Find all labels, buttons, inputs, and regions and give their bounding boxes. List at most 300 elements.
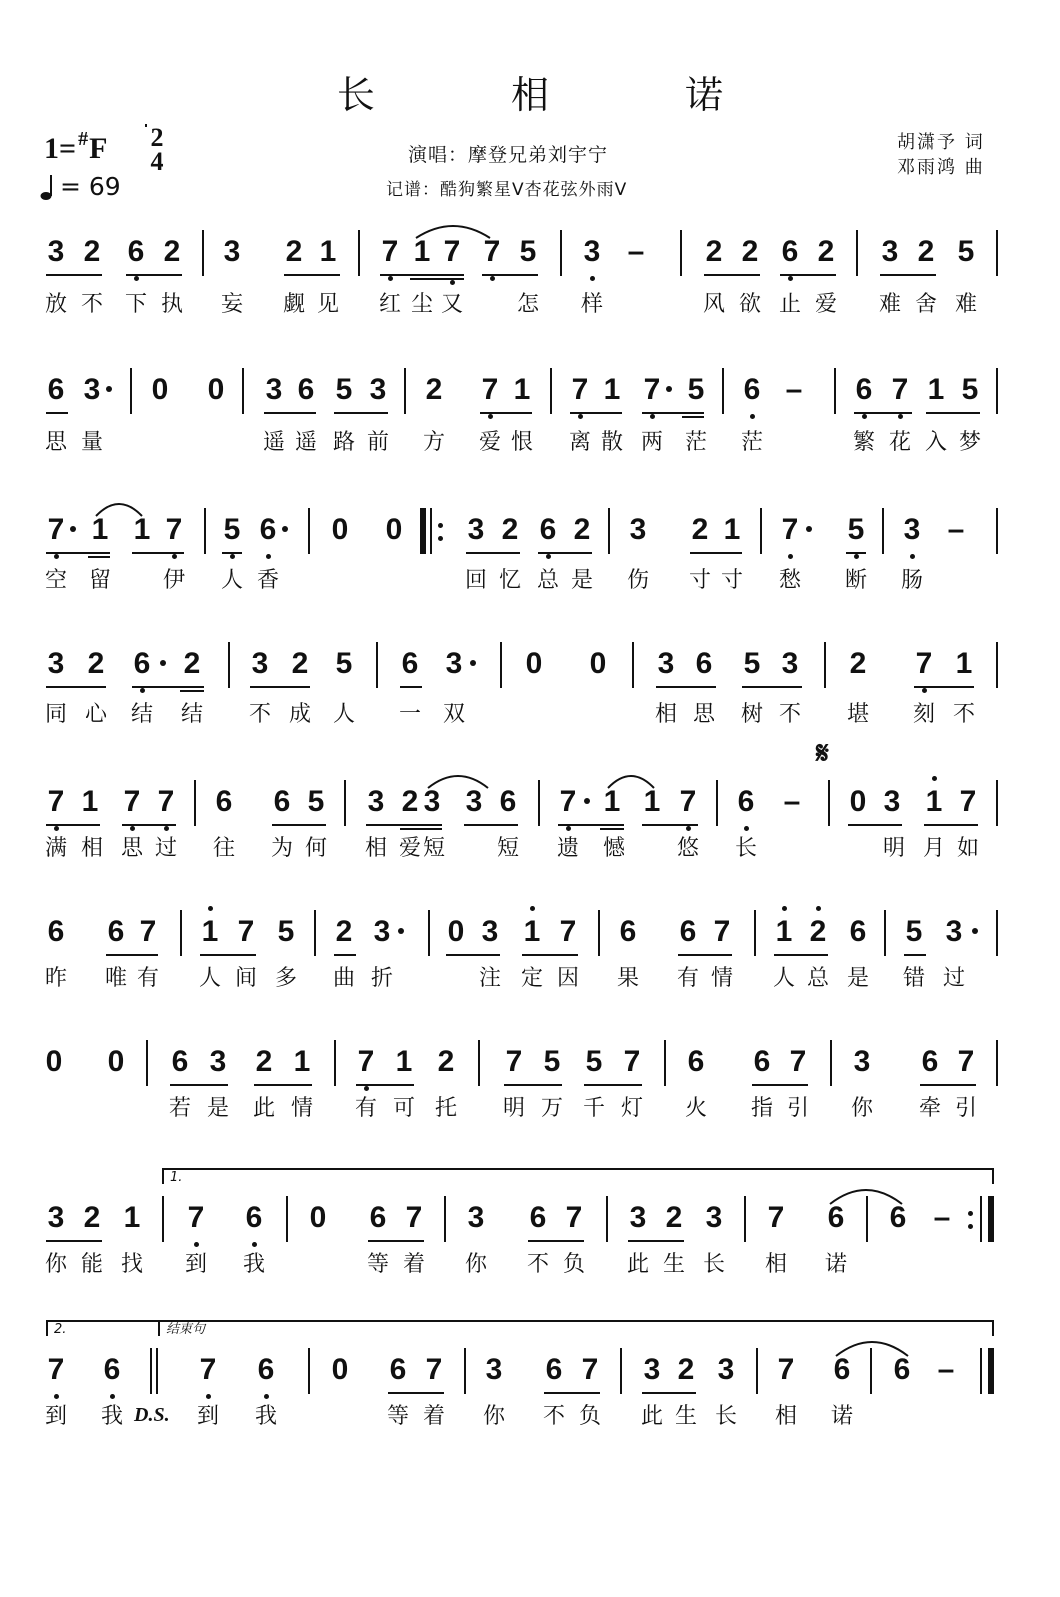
lyric: 尘 [410,292,433,317]
beam [254,1084,312,1086]
note: 2 [849,647,867,680]
note: 1 [413,235,431,268]
beam [126,274,182,276]
key-note: F [89,132,108,165]
lyric: 样 [580,292,603,317]
note: 2 [437,1045,455,1078]
barline [150,1348,152,1394]
lyric: 到 [44,1404,67,1429]
note: 6 [47,915,65,948]
barline [680,230,682,276]
note: 2 [917,235,935,268]
augmentation-dot [470,660,476,666]
lyric: 遥 [294,430,317,455]
note: 7 [568,370,592,410]
note: 7 [912,644,936,684]
beam [284,274,340,276]
note: 1 [772,912,796,952]
note: 3 [423,785,441,818]
lyric: 着 [402,1252,425,1277]
note: 2 [691,513,709,546]
key-prefix: 1= [44,132,77,165]
dash: – [947,513,965,546]
note: 6 [273,785,291,818]
lyric: 肠 [900,568,923,593]
note: 1 [198,912,222,952]
lyric: 昨 [44,966,67,991]
lyric: 心 [84,702,107,727]
note: 3 [900,510,924,550]
barline [538,780,540,826]
lyric: 有 [354,1096,377,1121]
lyric: 断 [844,568,867,593]
note: 3 [945,915,963,948]
beam [264,412,316,414]
lyric: 人 [220,568,243,593]
note: 5 [585,1045,603,1078]
beam [46,824,100,826]
lyric: 你 [482,1404,505,1429]
note: 0 [45,1045,63,1078]
beam [200,954,256,956]
lyric: 此 [640,1404,663,1429]
augmentation-dot [282,526,288,532]
note: 6 [852,370,876,410]
barline [856,230,858,276]
note: 7 [44,782,68,822]
note: 5 [335,373,353,406]
beam [774,954,828,956]
note: 2 [83,1201,101,1234]
barline [286,1196,288,1242]
note: 6 [107,915,125,948]
beam [400,828,442,830]
lyric: 爱 [478,430,501,455]
beam [106,954,158,956]
lyric: 不 [80,292,103,317]
note: 2 [806,912,830,952]
score-line-6 [0,912,1060,1022]
note: 6 [256,510,280,550]
note: 1 [123,1201,141,1234]
dash: – [783,785,801,818]
score-line-9 [0,1322,1060,1460]
lyrics-row [0,428,1060,464]
note: 6 [849,915,867,948]
score-line-1 [0,232,1060,342]
beam [250,686,310,688]
notes-row [0,232,1060,288]
lyric: 诺 [830,1404,853,1429]
lyrics-row [0,964,1060,1000]
dash: – [937,1353,955,1386]
volta-1-label: 1. [170,1170,183,1185]
dash: – [627,235,645,268]
barline [550,368,552,414]
score-line-3 [0,510,1060,620]
barline [404,368,406,414]
note: 7 [480,232,504,272]
lyric: 能 [80,1252,103,1277]
note: 3 [251,647,269,680]
note: 3 [629,513,647,546]
beam [848,824,902,826]
note: 5 [961,373,979,406]
note: 3 [83,373,101,406]
note: 6 [499,785,517,818]
lyric: 长 [702,1252,725,1277]
barline [996,910,998,956]
barline [744,1196,746,1242]
lyric: 双 [442,702,465,727]
lyrics-row [0,1250,1060,1286]
barline [180,910,182,956]
beam [642,412,704,414]
note: 6 [297,373,315,406]
beam [544,1392,600,1394]
note: 3 [643,1353,661,1386]
lyric: 不 [526,1252,549,1277]
beam [480,412,532,414]
beam [656,686,716,688]
note: 6 [893,1353,911,1386]
note: 7 [888,370,912,410]
lyric: 负 [562,1252,585,1277]
repeat-dots [968,1206,974,1237]
barline [500,642,502,688]
note: 7 [777,1353,795,1386]
note: 6 [215,785,233,818]
beam [742,686,802,688]
lyric: 前 [366,430,389,455]
lyric: 花 [888,430,911,455]
beam [504,1084,562,1086]
lyric: 总 [536,568,559,593]
lyric: 引 [786,1096,809,1121]
lyric: 相 [80,836,103,861]
note: 7 [581,1353,599,1386]
barline [996,1040,998,1086]
lyric: 是 [846,966,869,991]
lyric: 你 [464,1252,487,1277]
lyric: 托 [434,1096,457,1121]
lyric: 着 [422,1404,445,1429]
beam [46,1240,102,1242]
note: 7 [559,915,577,948]
lyric: 留 [88,568,111,593]
barline [428,910,430,956]
note: 1 [513,373,531,406]
lyric: 明 [882,836,905,861]
note: 6 [833,1353,851,1386]
lyric: 又 [440,292,463,317]
lyric: 堪 [846,702,869,727]
key-signature [44,128,108,166]
lyric: 路 [332,430,355,455]
note: 5 [335,647,353,680]
beam [628,1240,684,1242]
beam [704,274,760,276]
barline [376,642,378,688]
note: 6 [734,782,758,822]
note: 0 [849,785,867,818]
notes-row [0,370,1060,426]
note: 7 [120,782,144,822]
lyric: 间 [234,966,257,991]
beam [880,274,936,276]
lyric: 生 [674,1404,697,1429]
lyric: 下 [124,292,147,317]
note: 3 [367,785,385,818]
note: 3 [467,1201,485,1234]
lyric: 人 [772,966,795,991]
lyric: 找 [120,1252,143,1277]
repeat-dots [438,518,444,549]
beam [482,274,538,276]
note: 6 [254,1350,278,1390]
notes-row [0,782,1060,838]
barline [598,910,600,956]
note: 7 [405,1201,423,1234]
note: 5 [519,235,537,268]
beam [132,686,204,688]
beam [682,416,704,418]
beam [88,556,110,558]
note: 1 [91,513,109,546]
note: 2 [163,235,181,268]
lyric: 牵 [918,1096,941,1121]
barline [754,910,756,956]
note: 1 [927,373,945,406]
note: 5 [220,510,244,550]
note: 3 [883,785,901,818]
barline [608,508,610,554]
repeat-end-barline [988,1196,994,1242]
lyric: 憾 [602,836,625,861]
barline [478,1040,480,1086]
barline [828,780,830,826]
lyric: 恨 [510,430,533,455]
lyric: 方 [422,430,445,455]
lyric: 等 [366,1252,389,1277]
barline [156,1348,158,1394]
score-line-4 [0,644,1060,754]
beam [46,412,68,414]
note: 3 [209,1045,227,1078]
notes-row [0,510,1060,566]
lyrics-row [0,1094,1060,1130]
lyric: 此 [626,1252,649,1277]
transcriber-credit: 记谱：酷狗繁星V杏花弦外雨V [386,180,628,200]
barline [358,230,360,276]
lyric: 有 [136,966,159,991]
beam [356,1084,414,1086]
beam [366,824,442,826]
dash: – [933,1201,951,1234]
note: 6 [127,235,145,268]
lyric: 悠 [676,836,699,861]
note: 1 [922,782,946,822]
lyric: 遗 [556,836,579,861]
note: 6 [740,370,764,410]
beam [584,1084,642,1086]
lyric: 繁 [852,430,875,455]
lyric: 是 [570,568,593,593]
lyric: 等 [386,1404,409,1429]
note: 7 [139,915,157,948]
note: 6 [369,1201,387,1234]
barline [716,780,718,826]
barline [996,780,998,826]
note: 7 [440,232,464,272]
note: 7 [354,1042,378,1082]
barline [722,368,724,414]
beam [528,1240,584,1242]
note: 0 [107,1045,125,1078]
note: 0 [309,1201,327,1234]
note: 6 [687,1045,705,1078]
note: 3 [445,647,463,680]
beam [46,552,110,554]
barline [824,642,826,688]
lyric: 我 [254,1404,277,1429]
note: 1 [955,647,973,680]
slur [414,220,492,240]
note: 7 [565,1201,583,1234]
lyrics-row [0,566,1060,602]
beam [122,824,176,826]
lyric: 两 [640,430,663,455]
lyrics-row [0,700,1060,736]
barline [760,508,762,554]
score-line-5 [0,736,1060,892]
note: 6 [921,1045,939,1078]
note: 6 [389,1353,407,1386]
lyric: 伤 [626,568,649,593]
barline [870,1348,872,1394]
note: 3 [657,647,675,680]
lyric: 你 [44,1252,67,1277]
note: 2 [401,785,419,818]
time-signature [144,123,170,176]
barline [996,230,998,276]
note: 7 [478,370,502,410]
lyric: 爱 [398,836,421,861]
beam [846,552,866,554]
barline [560,230,562,276]
note: 0 [151,373,169,406]
beam [914,686,974,688]
lyric: 难 [954,292,977,317]
beam [642,1392,696,1394]
note: 1 [319,235,337,268]
quarter-note-icon [40,173,56,201]
barline [834,368,836,414]
note: 7 [676,782,700,822]
beam [222,552,242,554]
note: 7 [154,782,178,822]
beam [170,1084,228,1086]
beam [600,828,624,830]
lyric: 舍 [914,292,937,317]
lyric: 怎 [516,292,539,317]
note: 1 [520,912,544,952]
lyric: 负 [578,1404,601,1429]
note: 2 [705,235,723,268]
final-barline [988,1348,994,1394]
note: 6 [545,1353,563,1386]
ds-marking: D.S. [134,1404,170,1426]
note: 0 [385,513,403,546]
barline [884,910,886,956]
note: 7 [640,370,664,410]
augmentation-dot [806,526,812,532]
note: 2 [285,235,303,268]
dash: – [785,373,803,406]
note: 2 [425,373,443,406]
note: 6 [100,1350,124,1390]
lyric: 难 [878,292,901,317]
beam [752,1084,808,1086]
lyric: 诺 [824,1252,847,1277]
beam [464,824,518,826]
lyric: 为 [270,836,293,861]
note: 0 [447,915,465,948]
beam [466,552,520,554]
note: 7 [162,510,186,550]
beam [780,274,836,276]
note: 6 [242,1198,266,1238]
lyric: 止 [778,292,801,317]
note: 6 [130,644,154,684]
lyric: 量 [80,430,103,455]
segno-sign: 𝄋 [816,736,829,771]
lyric: 刻 [912,702,935,727]
meter-bar [145,124,147,127]
lyricist-credit: 胡潇予 词 [897,132,985,153]
lyric: 长 [714,1404,737,1429]
lyric: 定 [520,966,543,991]
note: 2 [677,1353,695,1386]
note: 7 [378,232,402,272]
barline [980,1348,982,1394]
beam [334,412,388,414]
note: 3 [853,1045,871,1078]
note: 2 [741,235,759,268]
note: 3 [369,373,387,406]
lyric: 何 [304,836,327,861]
note: 6 [47,373,65,406]
barline [882,508,884,554]
lyric: 火 [684,1096,707,1121]
note: 0 [331,1353,349,1386]
note: 3 [467,513,485,546]
lyric: 是 [206,1096,229,1121]
note: 7 [959,785,977,818]
lyric: 一 [398,702,421,727]
note: 3 [265,373,283,406]
beam [334,954,356,956]
note: 0 [525,647,543,680]
lyric: 回 [464,568,487,593]
lyric: 因 [556,966,579,991]
barline [204,508,206,554]
lyric: 思 [120,836,143,861]
lyric: 我 [100,1404,123,1429]
lyric: 空 [44,568,67,593]
ending-label: 结束句 [166,1322,206,1337]
note: 2 [83,235,101,268]
